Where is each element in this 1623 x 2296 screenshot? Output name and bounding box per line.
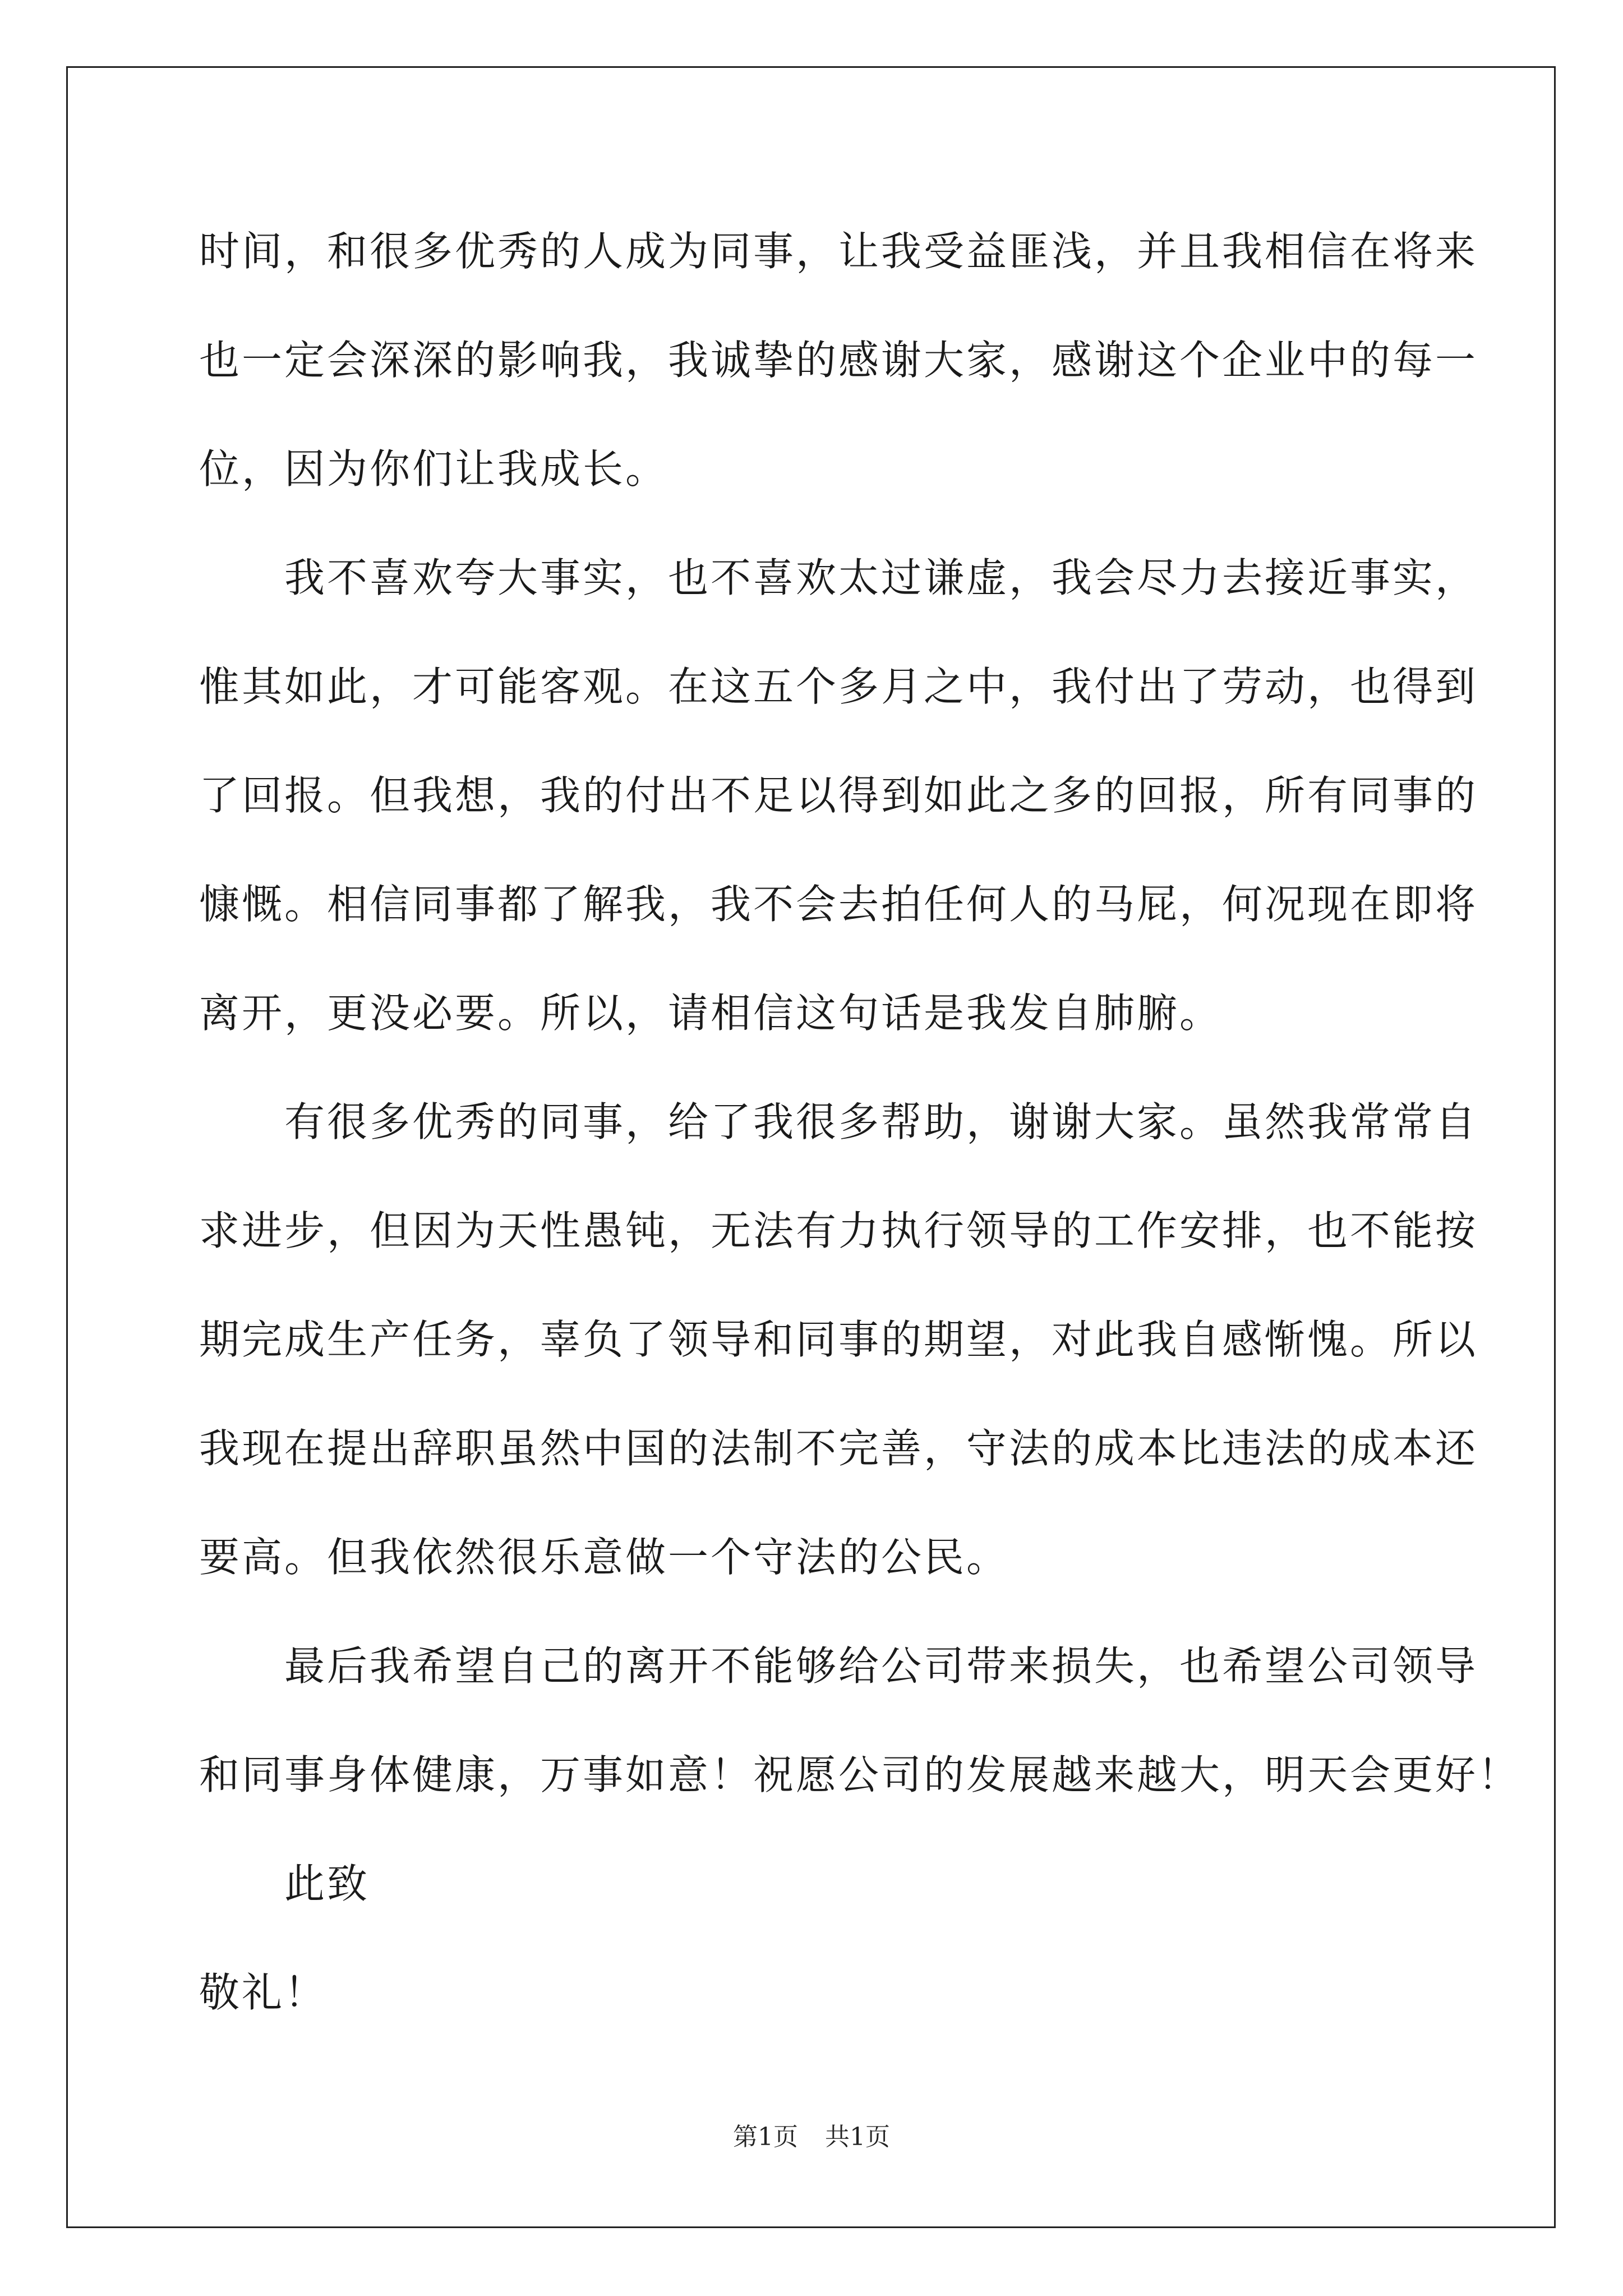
text-line: 要高。但我依然很乐意做一个守法的公民。	[199, 1534, 1009, 1581]
text-line: 和同事身体健康，万事如意！祝愿公司的发展越来越大，明天会更好！	[199, 1751, 1521, 1798]
text-line: 慷慨。相信同事都了解我，我不会去拍任何人的马屁，何况现在即将	[199, 881, 1478, 928]
closing-salutation: 此致	[284, 1860, 370, 1907]
text-line: 惟其如此，才可能客观。在这五个多月之中，我付出了劳动，也得到	[199, 663, 1478, 710]
text-line: 离开，更没必要。所以，请相信这句话是我发自肺腑。	[199, 990, 1223, 1037]
paragraph-start-line: 有很多优秀的同事，给了我很多帮助，谢谢大家。虽然我常常自	[284, 1098, 1478, 1145]
closing-regards: 敬礼！	[199, 1969, 328, 2016]
paragraph-start-line: 我不喜欢夸大事实，也不喜欢太过谦虚，我会尽力去接近事实，	[284, 554, 1478, 601]
page-number-total: 共1页	[825, 2123, 890, 2151]
text-line: 了回报。但我想，我的付出不足以得到如此之多的回报，所有同事的	[199, 772, 1478, 819]
paragraph-start-line: 最后我希望自己的离开不能够给公司带来损失，也希望公司领导	[284, 1642, 1478, 1690]
page-number-current: 第1页	[733, 2123, 798, 2151]
page-footer	[0, 2120, 1623, 2154]
text-line: 位，因为你们让我成长。	[199, 445, 668, 493]
text-line: 时间，和很多优秀的人成为同事，让我受益匪浅，并且我相信在将来	[199, 228, 1478, 275]
text-line: 期完成生产任务，辜负了领导和同事的期望，对此我自感惭愧。所以	[199, 1316, 1478, 1363]
text-line: 也一定会深深的影响我，我诚挚的感谢大家，感谢这个企业中的每一	[199, 337, 1478, 384]
text-line: 求进步，但因为天性愚钝，无法有力执行领导的工作安排，也不能按	[199, 1207, 1478, 1254]
document-body	[199, 212, 1521, 2062]
text-line: 我现在提出辞职虽然中国的法制不完善，守法的成本比违法的成本还	[199, 1425, 1478, 1472]
